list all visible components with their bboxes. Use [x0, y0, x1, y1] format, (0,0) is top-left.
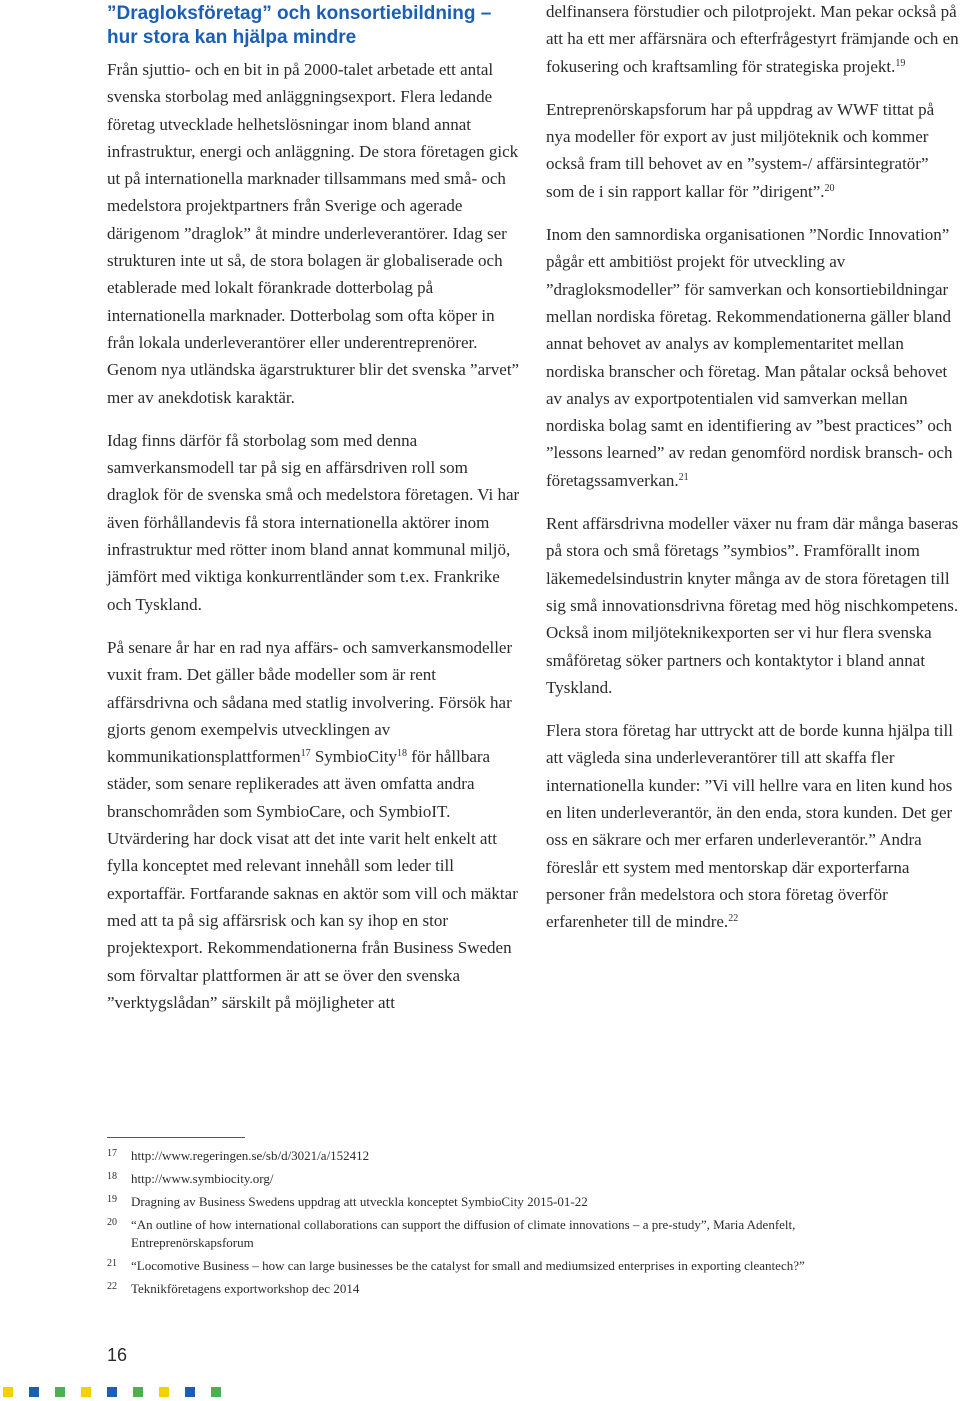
heading-line-2: hur stora kan hjälpa mindre — [107, 27, 357, 48]
footnote-ref: 17 — [300, 748, 311, 760]
footnote-number: 17 — [107, 1148, 117, 1159]
footnote-number: 21 — [107, 1258, 117, 1269]
heading-line-1: ”Dragloksföretag” och konsortiebildning – — [107, 3, 492, 24]
footnote-ref: 18 — [397, 748, 408, 760]
footnote-number: 19 — [107, 1194, 117, 1205]
footnote-divider — [107, 1137, 245, 1138]
footnote-number: 20 — [107, 1217, 117, 1228]
footnote — [107, 1193, 947, 1211]
paragraph: Entreprenörskapsforum har på uppdrag av WWF tittat på nya modeller för export av just miljöteknik och kommer också fram till behovet av en ”system-/ affärsintegratör” som de i sin rapport kallar för ”dirigent”.$^{20}$ — [546, 99, 935, 201]
paragraph: Inom den samnordiska organisationen ”Nordic Innovation” pågår ett ambitiöst projekt för utveckling av ”dragloksmodeller” för samverkan och konsortiebildningar mellan nordiska företag. Rekommendationerna gäller bland annat behovet av analys av komplementaritet mellan nordiska branscher och företag. Man påtalar också behovet av analys av exportpotentialen vid samverkan mellan nordiska bolag samt en identifiering av ”best practices” och ”lessons learned” av redan genomförd nordisk bransch- och företagssamverkan.$^{21}$ — [546, 225, 953, 490]
footnote — [107, 1216, 947, 1252]
footnote — [107, 1257, 947, 1275]
footnotes — [107, 1147, 947, 1303]
paragraph: Från sjuttio- och en bit in på 2000-talet arbetade ett antal svenska storbolag med anläggningsexport. Flera ledande företag utvecklade helhetslösningar inom bland annat infrastruktur, energi och anläggning. De stora företagen gick ut på internationella marknader tillsammans med små- och medelstora projektpartners från Sverige och agerade därigenom ”draglok” åt mindre underleverantörer. Idag ser strukturen inte ut så, de stora bolagen är globaliserade och etablerade med lokalt förankrade dotterbolag på internationella marknader. Dotterbolag som ofta köper in från lokala underleverantörer eller underentreprenörer. Genom nya utländska ägarstrukturer blir det svenska ”arvet” mer av anekdotisk karaktär. — [107, 60, 520, 407]
decor-square — [107, 1387, 117, 1397]
paragraph: Rent affärsdrivna modeller växer nu fram där många baseras på stora och små företags ”symbios”. Framförallt inom läkemedelsindustrin knyter många av de stora företagen till sig små innovationsdrivna företag med hög nischkompetens. Också inom miljöteknikexporten ser vi hur flera svenska småföretag söker partners och kontaktytor i bland annat Tyskland. — [546, 514, 959, 697]
decor-square — [55, 1387, 65, 1397]
footnote-ref: 19 — [895, 57, 906, 69]
footnote-ref: 20 — [824, 182, 835, 194]
paragraph: På senare år har en rad nya affärs- och samverkansmodeller vuxit fram. Det gäller både modeller som är rent affärsdrivna och sådana med statlig involvering. Försök har gjorts genom exempelvis utvecklingen av kommunikationsplattformen$^{17}$ SymbioCity$^{18}$ för hållbara städer, som senare replikerades att även omfatta andra branschområden som SymbioCare, och SymbioIT. Utvärdering har dock visat att det inte varit helt enkelt att fylla konceptet med relevant innehåll som leder till exportaffär. Fortfarande saknas en aktör som vill och mäktar med att ta på sig affärsrisk och kan sy ihop en stor projektexport. Rekommendationerna från Business Sweden som förvaltar plattformen är att se över den svenska ”verktygslådan” särskilt på möjligheter att — [107, 637, 518, 1012]
footnote — [107, 1147, 947, 1165]
decor-square — [211, 1387, 221, 1397]
footnote-text: “Locomotive Business – how can large businesses be the catalyst for small and mediumsized enterprises in exporting cleantech?” — [131, 1258, 805, 1273]
decorative-squares — [0, 1387, 960, 1399]
page-number: 16 — [107, 1345, 128, 1365]
footnote-ref: 21 — [678, 471, 689, 483]
paragraph: Idag finns därför få storbolag som med denna samverkansmodell tar på sig en affärsdriven roll som draglok för de svenska små och medelstora företagen. Vi har även förhållandevis få stora internationella aktörer inom infrastruktur med rötter inom bland annat kommunal miljö, jämfört med viktiga konkurrentländer som t.ex. Frankrike och Tyskland. — [107, 430, 520, 614]
footnote-text: Dragning av Business Swedens uppdrag att utveckla konceptet SymbioCity 2015-01-22 — [131, 1194, 588, 1209]
paragraph: delfinansera förstudier och pilotprojekt. Man pekar också på att ha ett mer affärsnära och efterfrågestyrt främjande och en fokusering och kraftsamling för strategiska projekt.$^{19}$ — [546, 2, 959, 76]
footnote-ref: 22 — [728, 913, 739, 925]
decor-square — [185, 1387, 195, 1397]
paragraph: Flera stora företag har uttryckt att de borde kunna hjälpa till att vägleda sina underleverantörer till att skaffa fler internationella kunder: ”Vi vill hellre vara en liten kund hos en liten underleverantör, än den enda, stora kunden. Det ger oss en säkrare och mer erfaren underleverantör.” Andra föreslår ett system med mentorskap där exporterfarna personer från medelstora och stora företag överför erfarenheter till de mindre.$^{22}$ — [546, 721, 953, 932]
right-column — [546, 0, 960, 952]
decor-square — [159, 1387, 169, 1397]
decor-square — [81, 1387, 91, 1397]
footnote-number: 22 — [107, 1281, 117, 1292]
decor-square — [3, 1387, 13, 1397]
left-column — [107, 56, 522, 1032]
decor-square — [29, 1387, 39, 1397]
decor-square — [133, 1387, 143, 1397]
footnote-link[interactable]: http://www.symbiocity.org/ — [131, 1171, 274, 1186]
footnote-text: “An outline of how international collaborations can support the diffusion of climate innovations – a pre-study”, Maria Adenfelt, Entreprenörskapsforum — [131, 1217, 796, 1250]
footnote-text: Teknikföretagens exportworkshop dec 2014 — [131, 1281, 360, 1296]
footnote — [107, 1170, 947, 1188]
footnote-number: 18 — [107, 1171, 117, 1182]
footnote — [107, 1280, 947, 1298]
section-heading — [107, 2, 507, 50]
footnote-link[interactable]: http://www.regeringen.se/sb/d/3021/a/152412 — [131, 1148, 370, 1163]
